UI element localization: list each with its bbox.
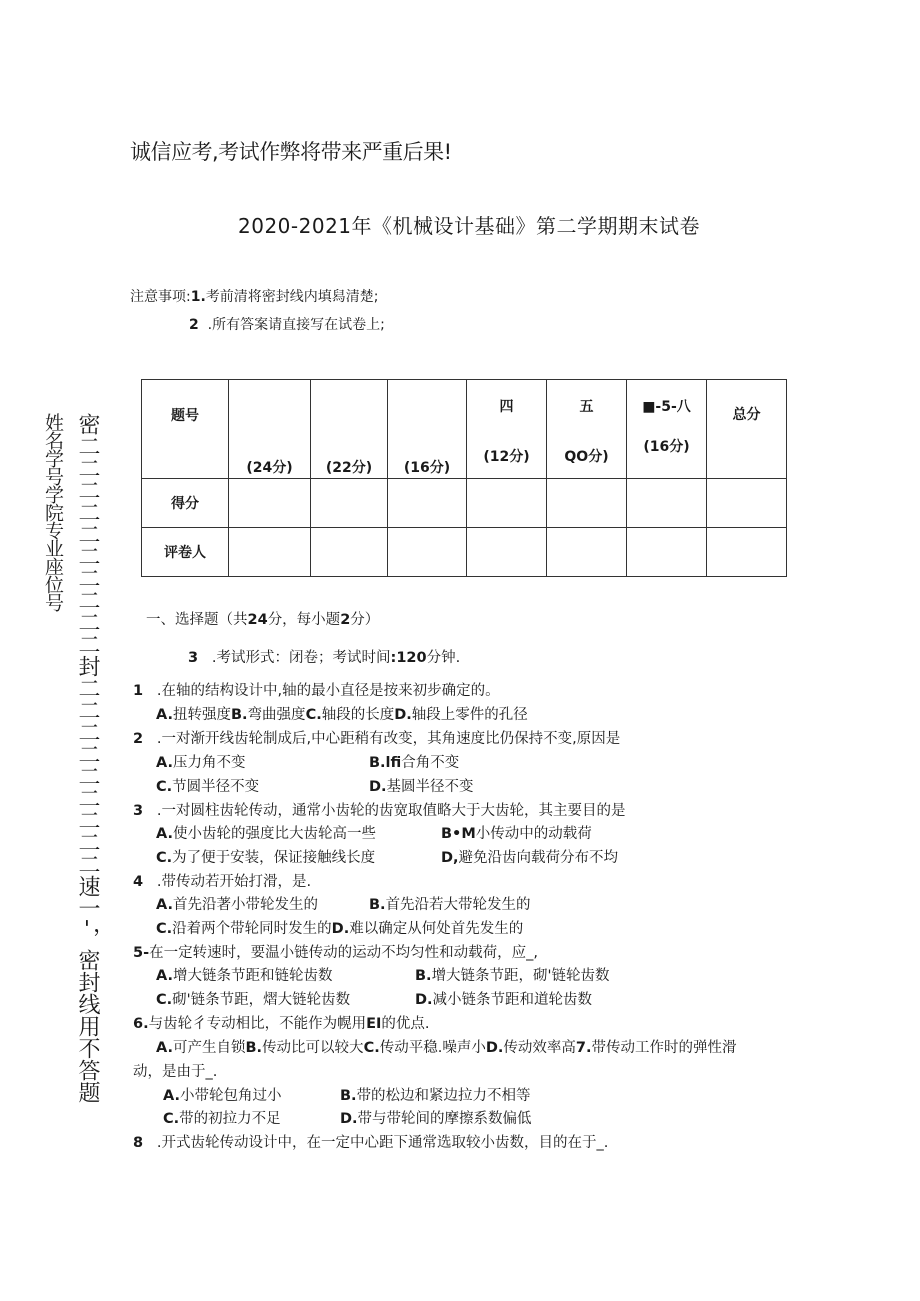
score-row <box>142 479 787 528</box>
option-label: B. <box>245 1040 263 1056</box>
notice-1-text: 考前清将密封线内填舄清楚; <box>205 289 379 305</box>
grader-row-label: 评卷人 <box>142 528 229 577</box>
question-2-option-c <box>156 775 259 796</box>
question-5 <box>133 941 538 962</box>
exam-info <box>188 646 460 667</box>
option-label: A. <box>156 968 173 984</box>
option-label: C. <box>363 1040 380 1056</box>
option-text: 增大链条节距和链轮齿数 <box>173 968 333 984</box>
option-label: B. <box>415 968 432 984</box>
question-2-num: 2 <box>133 731 144 747</box>
question-6-options <box>156 1036 736 1057</box>
question-2-option-b <box>369 751 459 772</box>
grader-input-cell[interactable] <box>467 528 547 577</box>
question-5-text: 在一定转速时，要温小链传动的运动不均匀性和动载荷，应_, <box>149 945 538 961</box>
column-4-points: (12分) <box>483 449 530 465</box>
question-7-text: 带传动工作时的弹性滑 <box>591 1040 737 1056</box>
seal-line: 密二二二二二二二二二二封二二二二二二二二二速一-，密封线用不答题 <box>75 413 100 1103</box>
question-3-option-d <box>441 846 618 867</box>
section-heading-num2: 2 <box>340 612 351 628</box>
score-input-cell[interactable] <box>707 479 787 528</box>
question-5-option-a <box>156 964 333 985</box>
score-input-cell[interactable] <box>229 479 311 528</box>
section-heading-mid: 分，每小题 <box>267 612 341 628</box>
question-2 <box>133 727 620 748</box>
grader-input-cell[interactable] <box>707 528 787 577</box>
option-text: 带的松边和紧边拉力不相等 <box>356 1088 531 1104</box>
option-text: 弯曲强度 <box>247 707 306 723</box>
grader-input-cell[interactable] <box>547 528 627 577</box>
option-label: B.lfi <box>369 755 402 771</box>
notice-line-1 <box>130 286 379 306</box>
question-5-option-b <box>415 964 610 985</box>
question-7-option-b <box>340 1084 531 1105</box>
option-label: A. <box>163 1088 180 1104</box>
option-text: 增大链条节距，砌'链轮齿数 <box>431 968 610 984</box>
column-2-points: (22分) <box>325 460 373 476</box>
column-6-name: ■-5-八 <box>642 399 691 415</box>
option-text: 轴段上零件的孔径 <box>411 707 528 723</box>
column-3-points: (16分) <box>403 460 451 476</box>
question-5-num: 5- <box>133 945 150 961</box>
question-2-text: .一对渐开线齿轮制成后,中心距稍有改变，其角速度比仍保持不变,原因是 <box>156 731 621 747</box>
question-1-num: 1 <box>133 683 144 699</box>
section-heading-suffix: 分） <box>350 612 380 628</box>
option-label: D. <box>331 921 350 937</box>
question-1 <box>133 679 500 700</box>
question-2-option-d <box>369 775 474 796</box>
score-input-cell[interactable] <box>467 479 547 528</box>
question-2-option-a <box>156 751 246 772</box>
question-4-options-cd <box>156 917 523 938</box>
score-input-cell[interactable] <box>547 479 627 528</box>
option-text: 砌'链条节距，熠大链轮齿数 <box>172 992 351 1008</box>
question-3-option-c <box>156 846 375 867</box>
exam-info-text-c: 分钟. <box>426 650 461 666</box>
question-3-option-b <box>441 822 592 843</box>
option-text: 首先沿著小带轮发生的 <box>173 897 318 913</box>
grader-input-cell[interactable] <box>311 528 388 577</box>
total-cell <box>707 380 787 479</box>
column-6-cell <box>627 380 707 479</box>
exam-title: 2020-2021年《机械设计基础》第二学期期末试卷 <box>238 214 701 238</box>
question-8 <box>133 1131 608 1152</box>
column-5-points: QO分) <box>564 449 609 465</box>
option-text: 为了便于安装，保证接触线长度 <box>172 850 376 866</box>
question-3-text: .一对圆柱齿轮传动，通常小齿轮的齿宽取值略大于大齿轮，其主要目的是 <box>156 803 626 819</box>
option-text: 可产生自锁 <box>173 1040 246 1056</box>
seal-fields: 姓名学号学院专业座位号 <box>42 413 64 611</box>
notice-2-num: 2 <box>189 317 199 333</box>
exam-info-text-a: .考试形式：闭卷；考试时间 <box>211 650 391 666</box>
exam-info-text-b: :120 <box>390 650 427 666</box>
column-6-points: (16分) <box>643 439 690 455</box>
exam-info-num: 3 <box>188 650 199 666</box>
option-label: B•M <box>441 826 476 842</box>
total-label: 总分 <box>732 407 761 423</box>
question-5-option-c <box>156 988 350 1009</box>
question-6-text-a: 与齿轮彳专动相比，不能作为幌用 <box>148 1016 367 1032</box>
question-3-option-a <box>156 822 376 843</box>
score-table <box>141 379 787 577</box>
integrity-slogan: 诚信应考,考试作弊将带来严重后果! <box>130 140 452 164</box>
question-8-text: .开式齿轮传动设计中，在一定中心距下通常选取较小齿数，目的在于_. <box>156 1135 609 1151</box>
column-4-name: 四 <box>499 399 514 415</box>
question-4-num: 4 <box>133 874 144 890</box>
notice-label: 注意事项: <box>130 289 191 305</box>
notice-1-num: 1. <box>190 289 206 305</box>
question-7-option-c <box>163 1107 281 1128</box>
section-heading-num1: 24 <box>247 612 268 628</box>
option-label: A. <box>156 755 173 771</box>
option-label: D. <box>340 1111 358 1127</box>
option-label: B. <box>340 1088 357 1104</box>
option-text: 压力角不变 <box>173 755 246 771</box>
option-label: C. <box>156 850 173 866</box>
question-7-option-a <box>163 1084 282 1105</box>
question-1-text: .在轴的结构设计中,轴的最小直径是按来初步确定的。 <box>156 683 500 699</box>
option-text: 传动效率高 <box>503 1040 576 1056</box>
score-input-cell[interactable] <box>388 479 467 528</box>
score-input-cell[interactable] <box>627 479 707 528</box>
score-row-label: 得分 <box>142 479 229 528</box>
option-label: C. <box>163 1111 180 1127</box>
option-text: 合角不变 <box>401 755 460 771</box>
option-label: B. <box>231 707 248 723</box>
option-label: D, <box>441 850 459 866</box>
question-6-num: 6. <box>133 1016 149 1032</box>
column-1-points: (24分) <box>246 460 293 476</box>
grader-row <box>142 528 787 577</box>
option-text: 难以确定从何处首先发生的 <box>349 921 524 937</box>
option-text: 传动比可以较大 <box>262 1040 364 1056</box>
option-text: 沿着两个带轮同时发生的 <box>172 921 332 937</box>
section-heading-prefix: 一、选择题（共 <box>146 612 248 628</box>
option-text: 首先沿若大带轮发生的 <box>385 897 531 913</box>
notice-2-text: .所有答案请直接写在试卷上; <box>207 317 385 333</box>
question-8-num: 8 <box>133 1135 144 1151</box>
question-4-option-b <box>369 893 531 914</box>
question-3-num: 3 <box>133 803 144 819</box>
question-6-text-c: 的优点. <box>381 1016 430 1032</box>
question-6 <box>133 1012 430 1033</box>
option-text: 节圆半径不变 <box>172 779 260 795</box>
column-3-cell <box>388 380 467 479</box>
column-2-cell <box>311 380 388 479</box>
question-7-option-d <box>340 1107 532 1128</box>
option-text: 扭转强度 <box>173 707 231 723</box>
question-7-continuation: 动，是由于_. <box>133 1064 218 1080</box>
option-label: C. <box>156 992 173 1008</box>
option-text: 使小齿轮的强度比大齿轮高一些 <box>173 826 376 842</box>
question-1-options <box>156 703 528 724</box>
option-label: A. <box>156 826 173 842</box>
header-label: 题号 <box>171 408 199 424</box>
column-5-name: 五 <box>579 399 594 415</box>
grader-input-cell[interactable] <box>229 528 311 577</box>
option-label: A. <box>156 1040 173 1056</box>
question-4-text: .带传动若开始打滑，是. <box>156 874 312 890</box>
question-4 <box>133 870 311 891</box>
score-input-cell[interactable] <box>311 479 388 528</box>
option-text: 带的初拉力不足 <box>179 1111 281 1127</box>
option-label: A. <box>156 897 173 913</box>
question-5-option-d <box>415 988 592 1009</box>
option-text: 避免沿齿向载荷分布不均 <box>458 850 619 866</box>
option-label: C. <box>305 707 322 723</box>
option-text: 小传动中的动载荷 <box>475 826 592 842</box>
notice-line-2 <box>189 314 385 334</box>
option-label: A. <box>156 707 173 723</box>
score-table-header-row <box>142 380 787 479</box>
option-text: 小带轮包角过小 <box>180 1088 282 1104</box>
question-3 <box>133 799 626 820</box>
option-label: C. <box>156 921 173 937</box>
question-6-text-b: EI <box>366 1016 382 1032</box>
question-4-option-a <box>156 893 318 914</box>
option-text: 传动平稳.噪声小 <box>379 1040 486 1056</box>
grader-input-cell[interactable] <box>388 528 467 577</box>
header-label-cell <box>142 380 229 479</box>
option-label: C. <box>156 779 173 795</box>
section-1-heading <box>146 608 379 629</box>
column-1-cell <box>229 380 311 479</box>
option-text: 基圆半径不变 <box>386 779 474 795</box>
column-5-cell <box>547 380 627 479</box>
option-label: D. <box>485 1040 504 1056</box>
option-text: 带与带轮间的摩擦系数偏低 <box>357 1111 532 1127</box>
grader-input-cell[interactable] <box>627 528 707 577</box>
column-4-cell <box>467 380 547 479</box>
option-label: D. <box>415 992 433 1008</box>
option-text: 轴段的长度 <box>321 707 395 723</box>
option-label: B. <box>369 897 386 913</box>
option-label: D. <box>394 707 412 723</box>
question-7-num: 7. <box>575 1040 592 1056</box>
option-text: 减小链条节距和道轮齿数 <box>432 992 593 1008</box>
option-label: D. <box>369 779 387 795</box>
